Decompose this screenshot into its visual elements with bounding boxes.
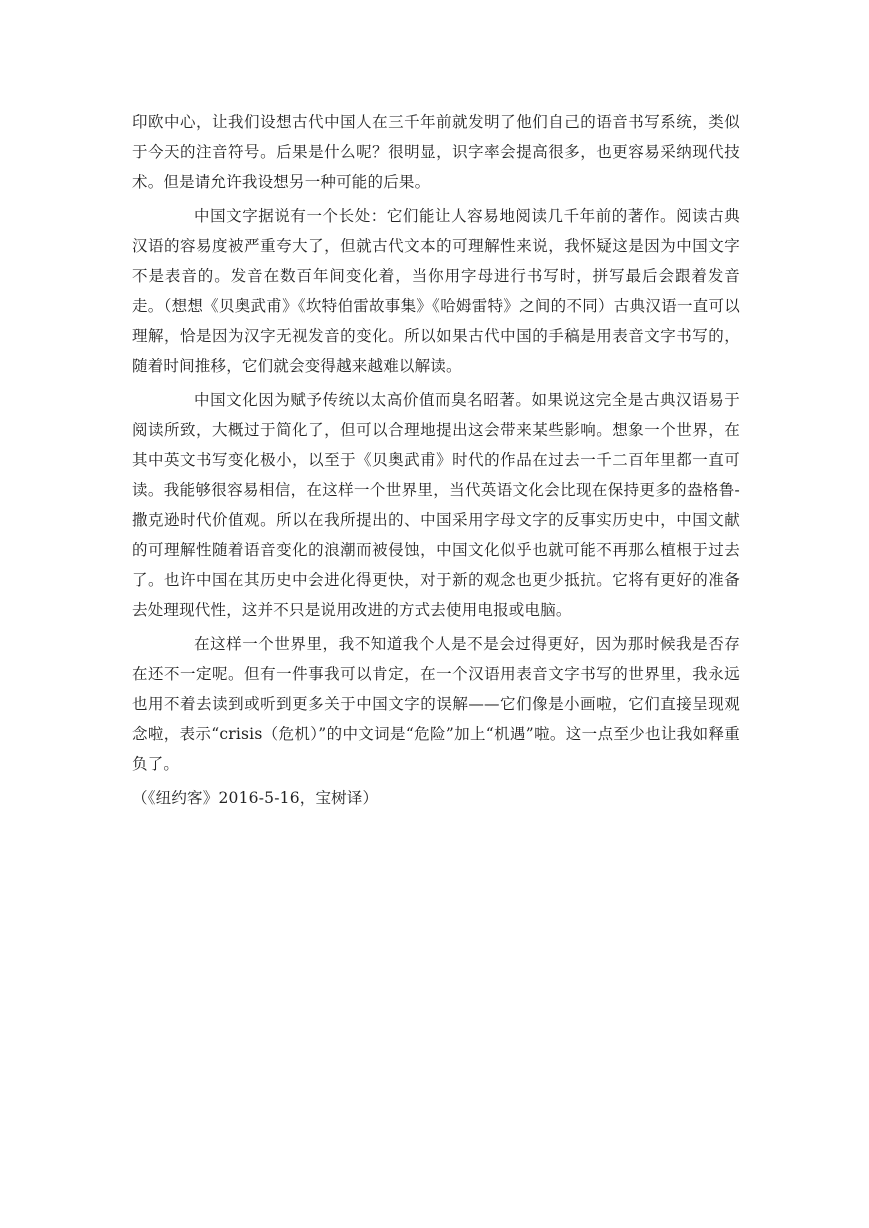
source-note: （《纽约客》2016-5-16，宝树译） (132, 789, 379, 807)
paragraph-1: 印欧中心，让我们设想古代中国人在三千年前就发明了他们自己的语音书写系统，类似于今天的注音符号。后果是什么呢？很明显，识字率会提高很多，也更容易采纳现代技术。但是请允许我设想另一种可能的后果。 (132, 113, 740, 191)
paragraph-4: 在这样一个世界里，我不知道我个人是不是会过得更好，因为那时候我是否存在还不一定呢。但有一件事我可以肯定，在一个汉语用表音文字书写的世界里，我永远也用不着去读到或听到更多关于中国文字的误解——它们像是小画啦，它们直接呈现观念啦，表示“crisis（危机）”的中文词是“危险”加上“机遇”啦。这一点至少也让我如释重负了。 (132, 635, 740, 773)
paragraph-3: 中国文化因为赋予传统以太高价值而臭名昭著。如果说这完全是古典汉语易于阅读所致，大概过于简化了，但可以合理地提出这会带来某些影响。想象一个世界，在其中英文书写变化极小，以至于《贝奥武甫》时代的作品在过去一千二百年里都一直可读。我能够很容易相信，在这样一个世界里，当代英语文化会比现在保持更多的盎格鲁-撒克逊时代价值观。所以在我所提出的、中国采用字母文字的反事实历史中，中国文献的可理解性随着语音变化的浪潮而被侵蚀，中国文化似乎也就可能不再那么植根于过去了。也许中国在其历史中会进化得更快，对于新的观念也更少抵抗。它将有更好的准备去处理现代性，这并不只是说用改进的方式去使用电报或电脑。 (132, 391, 740, 619)
paragraph-2: 中国文字据说有一个长处：它们能让人容易地阅读几千年前的著作。阅读古典汉语的容易度被严重夸大了，但就古代文本的可理解性来说，我怀疑这是因为中国文字不是表音的。发音在数百年间变化着，当你用字母进行书写时，拼写最后会跟着发音走。（想想《贝奥武甫》《坎特伯雷故事集》《哈姆雷特》之间的不同）古典汉语一直可以理解，恰是因为汉字无视发音的变化。所以如果古代中国的手稿是用表音文字书写的，随着时间推移，它们就会变得越来越难以解读。 (132, 207, 740, 375)
article-body (132, 107, 740, 817)
